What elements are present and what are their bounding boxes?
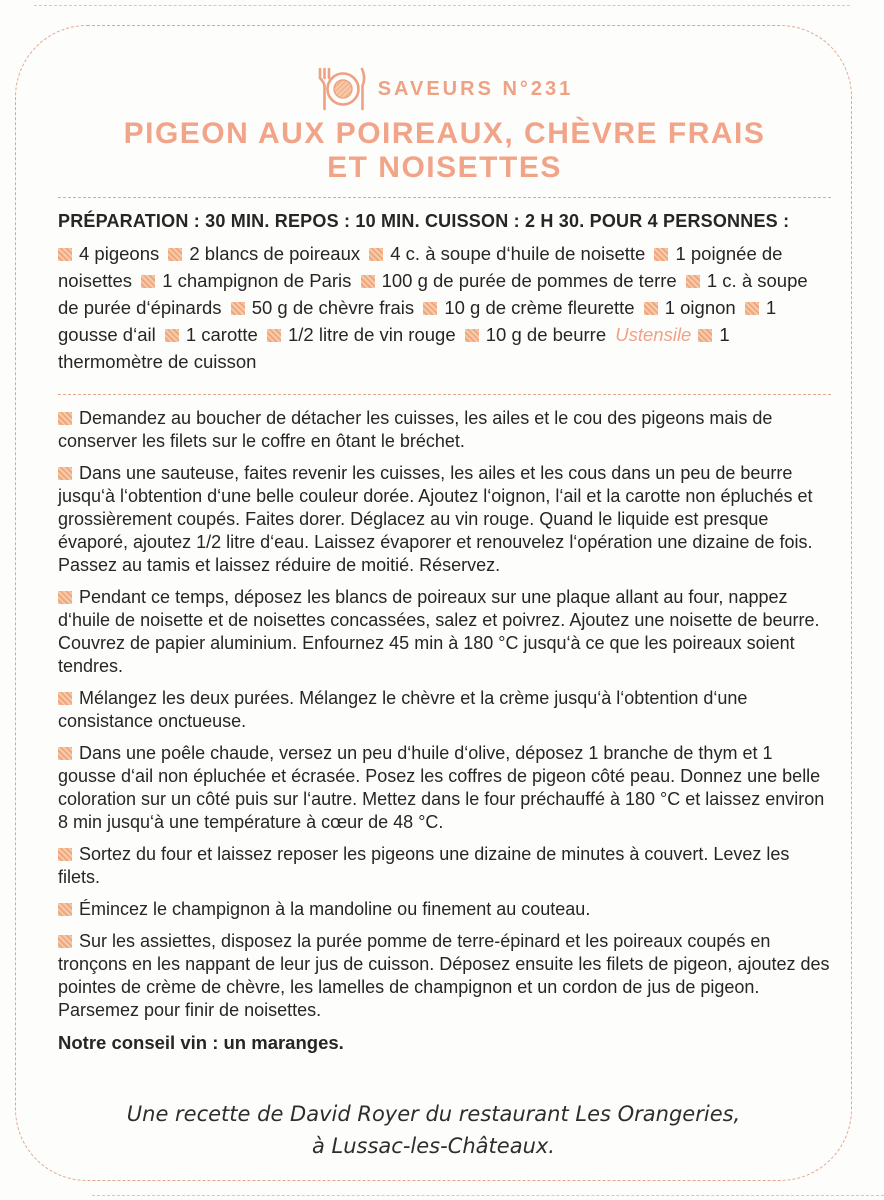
square-bullet-icon bbox=[168, 248, 182, 261]
ingredient-item: 4 c. à soupe d‘huile de noisette bbox=[369, 243, 645, 264]
ingredient-item: 4 pigeons bbox=[58, 243, 159, 264]
square-bullet-icon bbox=[58, 467, 72, 480]
ingredient-item: 1 champignon de Paris bbox=[141, 270, 351, 291]
ingredient-item: 1 poignée de noisettes bbox=[58, 243, 783, 291]
square-bullet-icon bbox=[745, 302, 759, 315]
recipe-step: Pendant ce temps, déposez les blancs de poireaux sur une plaque allant au four, nappez d‘huile de noisette et de noisettes concassées, salez et poivrez. Ajoutez une noisette de beurre. Couvrez de papier aluminium. Enfournez 45 min à 180 °C jusqu‘à ce que les poireaux soient tendres. bbox=[58, 586, 820, 676]
ingredient-item: 10 g de beurre bbox=[465, 324, 606, 345]
recipe-step: Sur les assiettes, disposez la purée pomme de terre-épinard et les poireaux coupés en tronçons en les nappant de leur jus de cuisson. Déposez ensuite les filets de pigeon, ajoutez des pointes de crème de chèvre, les lamelles de champignon et un cordon de jus de pigeon. Parsemez pour finir de noisettes. bbox=[58, 930, 830, 1020]
recipe-step: Émincez le champignon à la mandoline ou finement au couteau. bbox=[58, 898, 831, 921]
utensil-label: Ustensile bbox=[615, 324, 692, 345]
recipe-card bbox=[15, 25, 852, 1181]
ingredient-item: 10 g de crème fleurette bbox=[423, 297, 634, 318]
square-bullet-icon bbox=[165, 329, 179, 342]
recipe-credit bbox=[16, 1098, 851, 1162]
ingredient-item: 1 gousse d‘ail bbox=[58, 297, 777, 345]
ingredient-item: 1 carotte bbox=[165, 324, 258, 345]
credit-line1: Une recette de David Royer du restaurant Les Orangeries, bbox=[126, 1102, 741, 1126]
square-bullet-icon bbox=[58, 692, 72, 705]
wine-advice: Notre conseil vin : un maranges. bbox=[58, 1031, 344, 1053]
square-bullet-icon bbox=[58, 591, 72, 604]
magazine-issue-label: SAVEURS N°231 bbox=[377, 77, 574, 100]
adjacent-card-edge-bottom bbox=[92, 1195, 884, 1196]
square-bullet-icon bbox=[58, 412, 72, 425]
ingredient-item: 50 g de chèvre frais bbox=[231, 297, 414, 318]
steps bbox=[58, 407, 831, 1022]
prep-time-line: PRÉPARATION : 30 MIN. REPOS : 10 MIN. CUISSON : 2 H 30. POUR 4 PERSONNES : bbox=[58, 211, 790, 231]
square-bullet-icon bbox=[423, 302, 437, 315]
square-bullet-icon bbox=[141, 275, 155, 288]
square-bullet-icon bbox=[465, 329, 479, 342]
separator-line bbox=[58, 197, 831, 198]
utensil-item: 1 thermomètre de cuisson bbox=[58, 324, 730, 372]
square-bullet-icon bbox=[267, 329, 281, 342]
square-bullet-icon bbox=[361, 275, 375, 288]
recipe-title-line2: ET NOISETTES bbox=[327, 151, 562, 184]
ingredient-item: 1 c. à soupe de purée d‘épinards bbox=[58, 270, 808, 318]
recipe-step: Demandez au boucher de détacher les cuisses, les ailes et le cou des pigeons mais de conserver les filets sur le coffre en ôtant le bréchet. bbox=[58, 407, 773, 451]
recipe-step: Sortez du four et laissez reposer les pigeons une dizaine de minutes à couvert. Levez les filets. bbox=[58, 843, 790, 887]
separator-line bbox=[58, 394, 831, 395]
recipe-step: Dans une poêle chaude, versez un peu d‘huile d‘olive, déposez 1 branche de thym et 1 gousse d‘ail non épluchée et écrasée. Posez les coffres de pigeon côté peau. Donnez une belle coloration sur un côté puis sur l‘autre. Mettez dans le four préchauffé à 180 °C et laissez environ 8 min jusqu‘à une température à cœur de 48 °C. bbox=[58, 742, 825, 832]
ingredient-item: 1 oignon bbox=[644, 297, 736, 318]
recipe-title bbox=[58, 117, 831, 185]
square-bullet-icon bbox=[231, 302, 245, 315]
square-bullet-icon bbox=[58, 248, 72, 261]
recipe-step: Mélangez les deux purées. Mélangez le chèvre et la crème jusqu‘à l‘obtention d‘une consistance onctueuse. bbox=[58, 687, 748, 731]
magazine-header bbox=[58, 66, 831, 112]
square-bullet-icon bbox=[686, 275, 700, 288]
square-bullet-icon bbox=[58, 747, 72, 760]
square-bullet-icon bbox=[58, 903, 72, 916]
recipe-title-line1: PIGEON AUX POIREAUX, CHÈVRE FRAIS bbox=[123, 117, 766, 150]
credit-line2: à Lussac-les-Châteaux. bbox=[312, 1134, 555, 1158]
recipe-step: Dans une sauteuse, faites revenir les cuisses, les ailes et les cous dans un peu de beurre jusqu‘à l‘obtention d‘une belle couleur dorée. Ajoutez l‘oignon, l‘ail et la carotte non épluchés et grossièrement coupés. Faites dorer. Déglacez au vin rouge. Quand le liquide est presque évaporé, ajoutez 1/2 litre d‘eau. Laissez évaporer et renouvelez l‘opération une dizaine de fois. Passez au tamis et laissez réduire de moitié. Réservez. bbox=[58, 462, 813, 575]
plate-fork-knife-icon bbox=[316, 66, 366, 112]
square-bullet-icon bbox=[698, 329, 712, 342]
square-bullet-icon bbox=[644, 302, 658, 315]
square-bullet-icon bbox=[58, 848, 72, 861]
square-bullet-icon bbox=[58, 935, 72, 948]
ingredients-paragraph bbox=[58, 240, 831, 375]
square-bullet-icon bbox=[654, 248, 668, 261]
square-bullet-icon bbox=[369, 248, 383, 261]
ingredient-item: 1/2 litre de vin rouge bbox=[267, 324, 456, 345]
adjacent-card-edge-top bbox=[34, 5, 850, 6]
ingredient-item: 2 blancs de poireaux bbox=[168, 243, 360, 264]
ingredient-item: 100 g de purée de pommes de terre bbox=[361, 270, 677, 291]
